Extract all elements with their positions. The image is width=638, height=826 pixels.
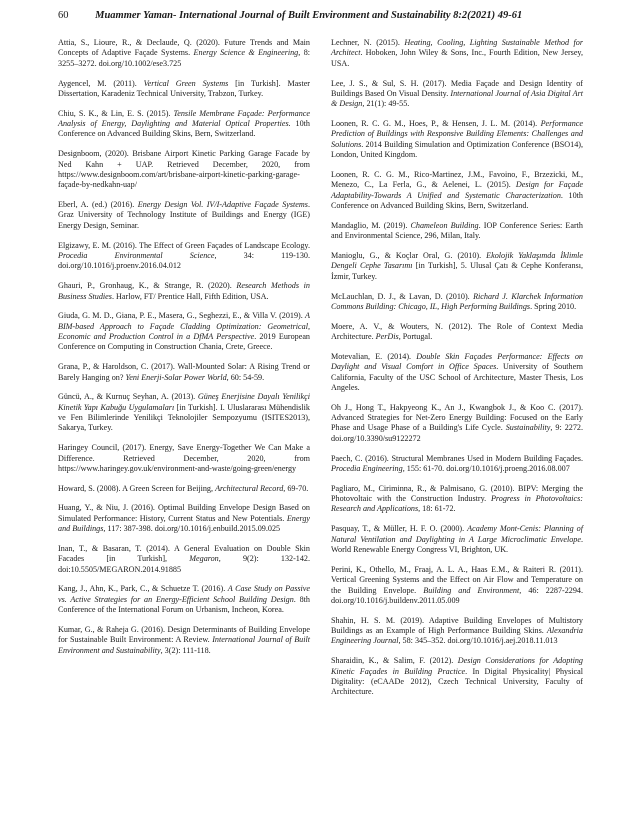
reference-text: Attia, S., Lioure, R., & Declaude, Q. (2020). Future Trends and Main Concepts of Adaptive Façade Systems. (58, 38, 310, 58)
reference-entry (331, 484, 583, 515)
reference-text: , 60: 54-59. (226, 372, 265, 382)
reference-source-italic: International Journal of Built Environment and Sustainability (58, 635, 310, 655)
reference-entry (58, 241, 310, 272)
reference-text: Haringey Council, (2017). Energy, Save Energy-Together We Can Make a Difference. Retrieved December, 2020, from https://www.haringey.gov.uk/environment-and-waste/going-green/energy (58, 443, 310, 473)
page-number: 60 (58, 10, 69, 21)
reference-text: Mandaglio, M. (2019). (331, 220, 411, 230)
reference-source-italic: Architectural Record (215, 483, 284, 493)
reference-source-italic: PerDis (375, 332, 399, 342)
reference-text: , 69-70. (283, 483, 309, 493)
reference-text: Eberl, A. (ed.) (2016). (58, 200, 138, 210)
reference-source-italic: Energy Design Vol. IV/I-Adaptive Façade Systems (137, 200, 308, 210)
reference-entry (58, 392, 310, 434)
reference-text: . 8th Conference of the International Forum on Urbanism, Incheon, Korea. (58, 594, 310, 615)
reference-entry (331, 292, 583, 313)
reference-text: [in Turkish]. Master Dissertation, Karadeniz Technical University, Trabzon, Turkey. (58, 78, 311, 98)
reference-entry (331, 616, 583, 647)
reference-entry (331, 565, 583, 607)
reference-text: . 2019 European Conference on Computing in Construction Chania, Crete, Greece. (58, 332, 310, 352)
reference-source-italic: Ekolojik Yaklaşımda İklimle Dengeli Cephe Tasarımı (331, 250, 583, 271)
reference-entry (58, 311, 310, 353)
reference-entry (331, 79, 583, 110)
reference-entry (58, 544, 310, 575)
reference-entry (58, 149, 310, 191)
reference-text: , 155: 61-70. doi.org/10.1016/j.proeng.2016.08.007 (402, 463, 570, 473)
reference-text: Moere, A. V., & Wouters, N. (2012). The Role of Context Media Architecture. (331, 321, 583, 342)
reference-text: Inan, T., & Basaran, T. (2014). A General Evaluation on Double Skin Facades [in Turkish], (58, 543, 310, 564)
reference-text: , 46: 2287-2294. doi.org/10.1016/j.buildenv.2011.05.009 (331, 585, 584, 605)
reference-text: Giuda, G. M. D., Giana, P. E., Masera, G., Seghezzi, E., & Villa V. (2019). (58, 311, 306, 321)
reference-source-italic: Energy Science & Engineering (193, 48, 299, 58)
reference-entry (58, 281, 310, 302)
reference-text: Lechner, N. (2015). (331, 38, 405, 47)
reference-text: , Portugal. (398, 332, 433, 342)
reference-text: , 8: 3255–3272. doi.org/10.1002/ese3.725 (58, 48, 311, 68)
reference-source-italic: Alexandria Engineering Journal (331, 626, 583, 646)
reference-text: . Graz University of Technology Institute of Buildings and Energy (IGE) Energy Design, Seminar. (58, 200, 310, 230)
reference-source-italic: Double Skin Façades Performance: Effects on Daylight and Visual Comfort in Office Spaces (331, 351, 583, 372)
reference-source-italic: Research Methods in Business Studies (58, 281, 310, 301)
reference-entry (58, 200, 310, 231)
reference-source-italic: Procedia Environmental Science (58, 250, 215, 260)
reference-text: Kang, J., Ahn, K., Park, C., & Schuetze T. (2016). (58, 584, 228, 594)
reference-text: Pasquay, T., & Müller, H. F. O. (2000). (331, 524, 468, 534)
reference-text: , 9(2): 132-142. doi:10.5505/MEGARON.2014.91885 (58, 554, 311, 574)
reference-text: . Spring 2010. (530, 301, 577, 311)
reference-text: Oh J., Hong T., Hakpyeong K., An J., Kwangbok J., & Koo C. (2017). Advanced Strategies for Net-Zero Energy Building: Focused on the Early Phase and Usage Phase of a Building's Life Cycle. (331, 402, 583, 433)
reference-text: Aygencel, M. (2011). (58, 78, 144, 88)
reference-text: . IOP Conference Series: Earth and Environmental Science, 296, Milan, Italy. (331, 220, 583, 241)
reference-text: , 18: 61-72. (418, 504, 456, 514)
reference-text: , 58: 345–352. doi.org/10.1016/j.aej.2018.11.013 (398, 636, 558, 646)
reference-text: . World Renewable Energy Congress VI, Brighton, UK. (331, 534, 583, 554)
reference-entry (58, 503, 310, 534)
reference-text: . 10th Conference on Advanced Building Skins, Bern, Switzerland. (331, 190, 583, 211)
reference-entry (58, 362, 310, 383)
reference-entry (331, 352, 583, 394)
reference-source-italic: A Case Study on Passive vs. Active Strategies for an Energy-Efficient School Building Design (58, 584, 310, 604)
reference-text: Huang, Y., & Niu, J. (2016). Optimal Building Envelope Design Based on Simulated Performance: History, Current Status and New Potentials. (58, 503, 310, 523)
reference-text: Lee, J. S., & Sul, S. H. (2017). Media Façade and Design Identity of Buildings Based On Visual Density. (331, 78, 583, 98)
reference-text: 10th Conference on Advanced Building Skins, Bern, Switzerland. (58, 119, 310, 139)
reference-source-italic: A BIM-based Approach to Façade Cladding Optimization: Geometrical, Economic and Production Control in a DfMA Perspective (58, 311, 310, 342)
reference-text: Elgizawy, E. M. (2016). The Effect of Green Façades of Landscape Ecology. (58, 240, 310, 250)
reference-text: , 21(1): 49-55. (362, 99, 410, 109)
reference-entry (331, 524, 583, 555)
reference-text: Grana, P., & Haroldson, C. (2017). Wall-Mounted Solar: A Rising Trend or Barely Hanging on? (58, 362, 310, 382)
reference-text: . Hoboken, John Wiley & Sons, Inc., Fourth Edition, New Jersey, USA. (331, 48, 583, 68)
running-header (58, 9, 580, 23)
reference-source-italic: Procedia Engineering (331, 463, 403, 473)
reference-text: McLauchlan, D. J., & Lavan, D. (2010). (331, 291, 474, 301)
reference-text: Kumar, G., & Raheja G. (2016). Design Determinants of Building Envelope for Sustainable Built Environment: A Review. (58, 624, 310, 645)
reference-entry (331, 656, 583, 698)
reference-text: Howard, S. (2008). A Green Screen for Beijing, (58, 483, 216, 493)
reference-text: Perini, K., Othello, M., Fraaj, A. L. A., Haas E.M., & Raiteri R. (2011). Vertical Greening Systems and the Effect on Air Flow and Temperature on the Building Envelope. (331, 564, 583, 595)
reference-source-italic: Richard J. Klarchek Information Commons Building: Chicago, IL, High Performing Buildings (331, 291, 583, 311)
reference-text: . In Digital Physicality| Physical Digitality: (eCAADe 2012), Czech Technical University, Faculty of Architecture. (331, 666, 583, 697)
reference-text: , 34: 119-130. doi.org/10.1016/j.proenv.2016.04.012 (58, 250, 310, 271)
reference-entry (58, 443, 310, 474)
reference-text: Ghauri, P., Gronhaug, K., & Strange, R. (2020). (58, 281, 237, 291)
reference-text: Motevalian, E. (2014). (331, 351, 417, 361)
reference-source-italic: Güneş Enerjisine Dayalı Yenilikçi Kinetik Yapı Kabuğu Uygulamaları (58, 392, 310, 412)
references-right-column (331, 38, 583, 707)
reference-entry (331, 322, 583, 343)
reference-entry (58, 79, 310, 100)
reference-entry (58, 484, 310, 494)
reference-entry (58, 584, 310, 615)
reference-source-italic: Yeni Enerji-Solar Power World (125, 372, 227, 382)
reference-source-italic: Sustainability (505, 423, 551, 433)
reference-source-italic: Design for Façade Adaptability-Towards A Unified and Systematic Characterization (331, 180, 583, 200)
reference-source-italic: Chameleon Building (410, 220, 479, 230)
reference-entry (331, 251, 583, 282)
reference-entry (331, 170, 583, 212)
reference-source-italic: Academy Mont-Cenis: Planning of Natural Ventilation and Daylighting in A Large Microclimatic Envelope (331, 524, 583, 544)
reference-text: Shahin, H. S. M. (2019). Adaptive Building Envelopes of Multistory Buildings as an Example of High Performance Building Skins. (331, 615, 583, 636)
reference-text: [in Turkish]. I. Uluslararası Mühendislik ve Fen Bilimlerinde Yenilikçi Teknolojiler Sempozyumu (ISITES2013), Sakarya, Turkey. (58, 402, 310, 433)
reference-text: Pagliaro, M., Ciriminna, R., & Palmisano, G. (2010). BIPV: Merging the Photovoltaic with the Construction Industry. (331, 483, 583, 504)
reference-source-italic: Design Considerations for Adopting Kinetic Façades in Building Practice (331, 656, 583, 676)
reference-text: Loonen, R. C. G. M., Rico-Martinez, J.M., Favoino, F., Brzezicki, M., Menezo, C., La Ferla, G., & Aelenei, L. (2015). (331, 169, 583, 190)
reference-source-italic: Building and Environment (423, 585, 520, 595)
reference-source-italic: Progress in Photovoltaics: Research and Applications (331, 494, 583, 514)
reference-source-italic: Energy and Buildings (58, 513, 310, 534)
reference-text: . 2014 Building Simulation and Optimization Conference (BSO14), London, United Kingdom. (331, 139, 583, 160)
reference-source-italic: Tensile Membrane Façade: Performance Analysis of Energy, Daylighting and Material Optical Properties. (58, 108, 310, 129)
reference-text: Manioglu, G., & Koçlar Oral, G. (2010). (331, 250, 487, 260)
reference-entry (331, 454, 583, 475)
reference-text: , 117: 387-398. doi.org/10.1016/j.enbuild.2015.09.025 (103, 524, 281, 534)
reference-text: Paech, C. (2016). Structural Membranes Used in Modern Building Façades. (331, 453, 583, 463)
reference-text: . University of Southern California, Faculty of the USC School of Architecture, Master Thesis, Los Angeles. (331, 362, 583, 392)
reference-text: Sharaidin, K., & Salim, F. (2012). (331, 656, 458, 666)
reference-entry (331, 119, 583, 161)
reference-entry (58, 109, 310, 140)
reference-entry (331, 221, 583, 242)
reference-entry (331, 403, 583, 445)
reference-text: [in Turkish], 5. Ulusal Çatı & Cephe Konferansı, İzmir, Turkey. (331, 261, 583, 281)
reference-text: . Harlow, FT/ Prentice Hall, Fifth Edition, USA. (111, 291, 269, 301)
reference-text: , 3(2): 111-118. (160, 645, 211, 655)
reference-entry (58, 625, 310, 656)
journal-title: Muammer Yaman- International Journal of Built Environment and Sustainability 8:2(2021) 49-61 (95, 10, 523, 21)
reference-source-italic: Vertical Green Systems (143, 78, 229, 88)
reference-entry (58, 38, 310, 69)
reference-text: Chiu, S. K., & Lin, E. S. (2015). (58, 108, 174, 118)
reference-text: , 9: 2272. doi.org/10.3390/su9122272 (331, 423, 583, 443)
reference-source-italic: Heating, Cooling, Lighting Sustainable Method for Architect (331, 38, 583, 58)
reference-entry (331, 38, 583, 69)
reference-source-italic: International Journal of Asia Digital Art & Design (331, 88, 583, 109)
reference-text: Loonen, R. C. G. M., Hoes, P., & Hensen, J. L. M. (2014). (331, 119, 541, 129)
reference-text: Designboom, (2020). Brisbane Airport Kinetic Parking Garage Facade by Ned Kahn + UAP. Retrieved December, 2020, from https://www.designboom.com/art/brisbane-airport-kinetic-parking-garage-façade-by-nedkahn-uap/ (58, 149, 310, 190)
reference-source-italic: Megaron (189, 554, 219, 564)
references-left-column (58, 38, 310, 665)
reference-text: Güncü, A., & Kurnuç Seyhan, A. (2013). (58, 392, 198, 402)
reference-source-italic: Performance Prediction of Buildings with Responsive Building Elements: Challenges and Solutions (331, 119, 583, 149)
